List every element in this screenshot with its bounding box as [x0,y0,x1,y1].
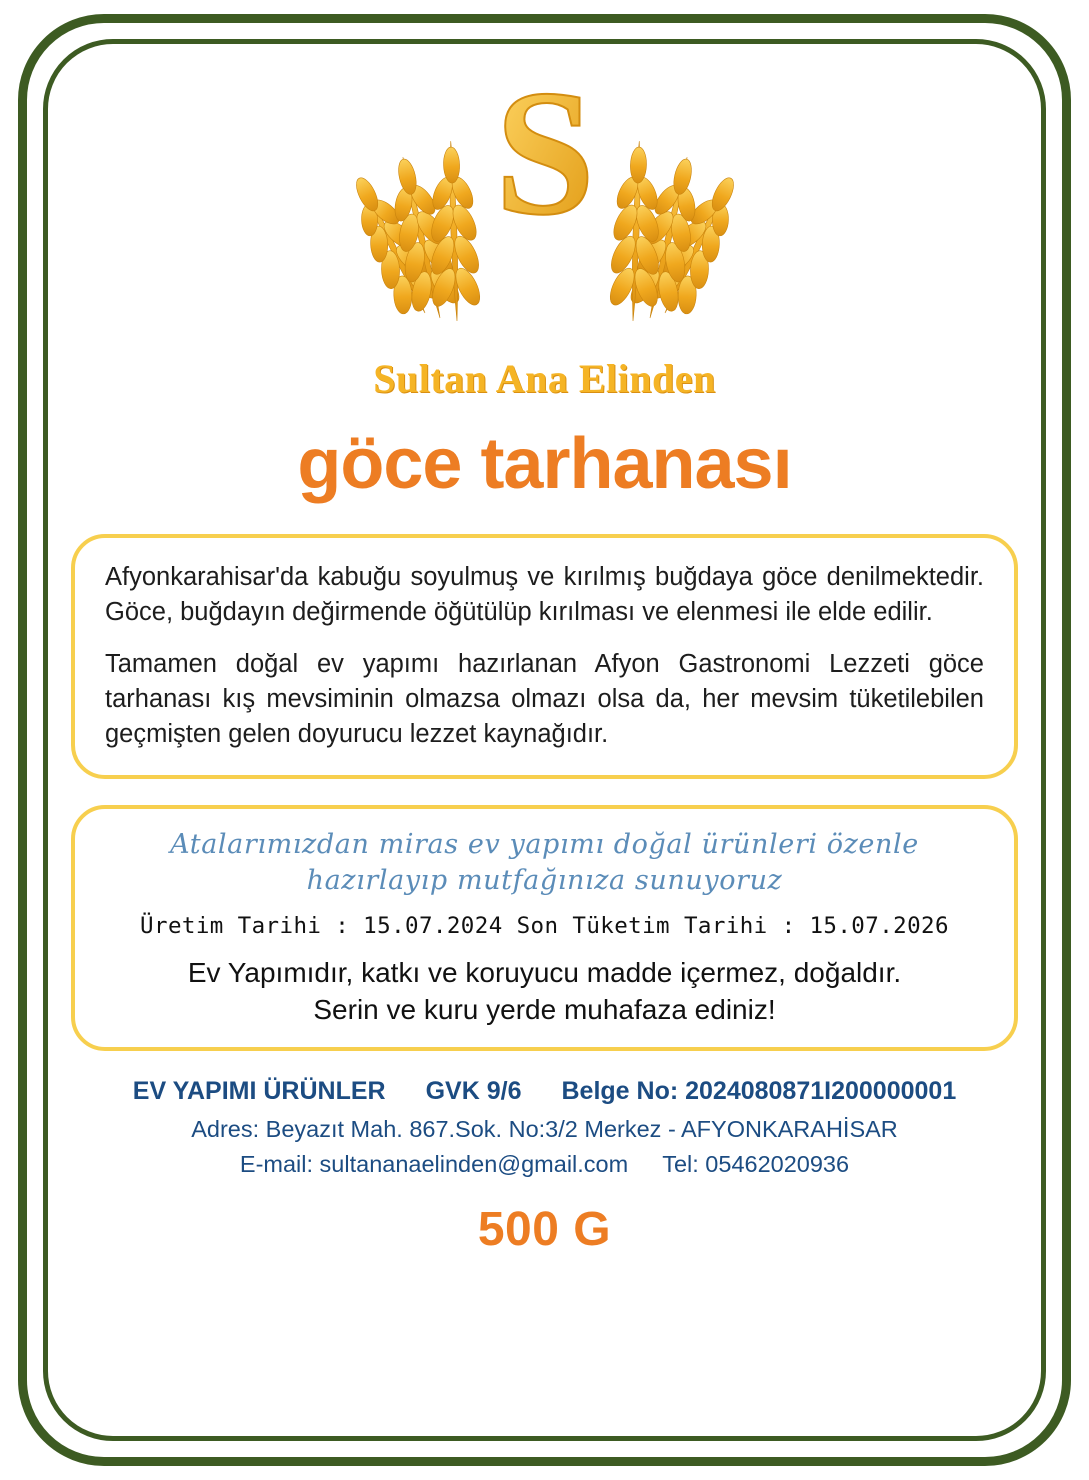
description-panel [71,534,1018,779]
brand-logo-block [71,63,1018,402]
footer-phone: Tel: 05462020936 [662,1150,850,1177]
slogan-line-2: hazırlayıp mutfağınıza sunuyoruz [306,864,783,896]
footer-email: E-mail: sultananaelinden@gmail.com [239,1150,629,1177]
description-paragraph-1: Afyonkarahisar'da kabuğu soyulmuş ve kırılmış buğdaya göce denilmektedir. Göce, buğdayın değirmende öğütülüp kırılması ve elenmesi ile elde edilir. [105,563,984,626]
brand-name: Sultan Ana Elinden [373,356,716,401]
wheat-ears-logo-icon [305,63,785,363]
label-content [27,23,1062,1457]
footer-document-no: Belge No: 2024080871I200000001 [561,1076,957,1105]
page-title: göce tarhanası [297,424,792,504]
footer-category: EV YAPIMI ÜRÜNLER [132,1076,386,1105]
svg-text:S: S [494,63,595,252]
note-line-1: Ev Yapımıdır, katkı ve koruyucu madde içermez, doğaldır. [187,956,902,988]
footer-gvk: GVK 9/6 [425,1076,522,1105]
net-weight: 500 G [477,1202,612,1256]
note-line-2: Serin ve kuru yerde muhafaza ediniz! [313,993,776,1025]
slogan-panel [71,805,1018,1050]
footer-address: Adres: Beyazıt Mah. 867.Sok. No:3/2 Merkez - AFYONKARAHİSAR [191,1115,898,1142]
production-expiry-dates: Üretim Tarihi : 15.07.2024 Son Tüketim Tarihi : 15.07.2026 [140,912,949,939]
footer-legal-row [71,1077,1018,1106]
description-paragraph-2: Tamamen doğal ev yapımı hazırlanan Afyon Gastronomi Lezzeti göce tarhanası kış mevsiminin olmazsa olmazı olsa da, her mevsim tüketilebilen geçmişten gelen doyurucu lezzet kaynağıdır. [105,650,984,748]
label-outer-border [18,14,1071,1466]
footer [71,1077,1018,1178]
footer-contact-row [71,1151,1018,1178]
slogan-line-1: Atalarımızdan miras ev yapımı doğal ürünleri özenle [170,829,919,861]
